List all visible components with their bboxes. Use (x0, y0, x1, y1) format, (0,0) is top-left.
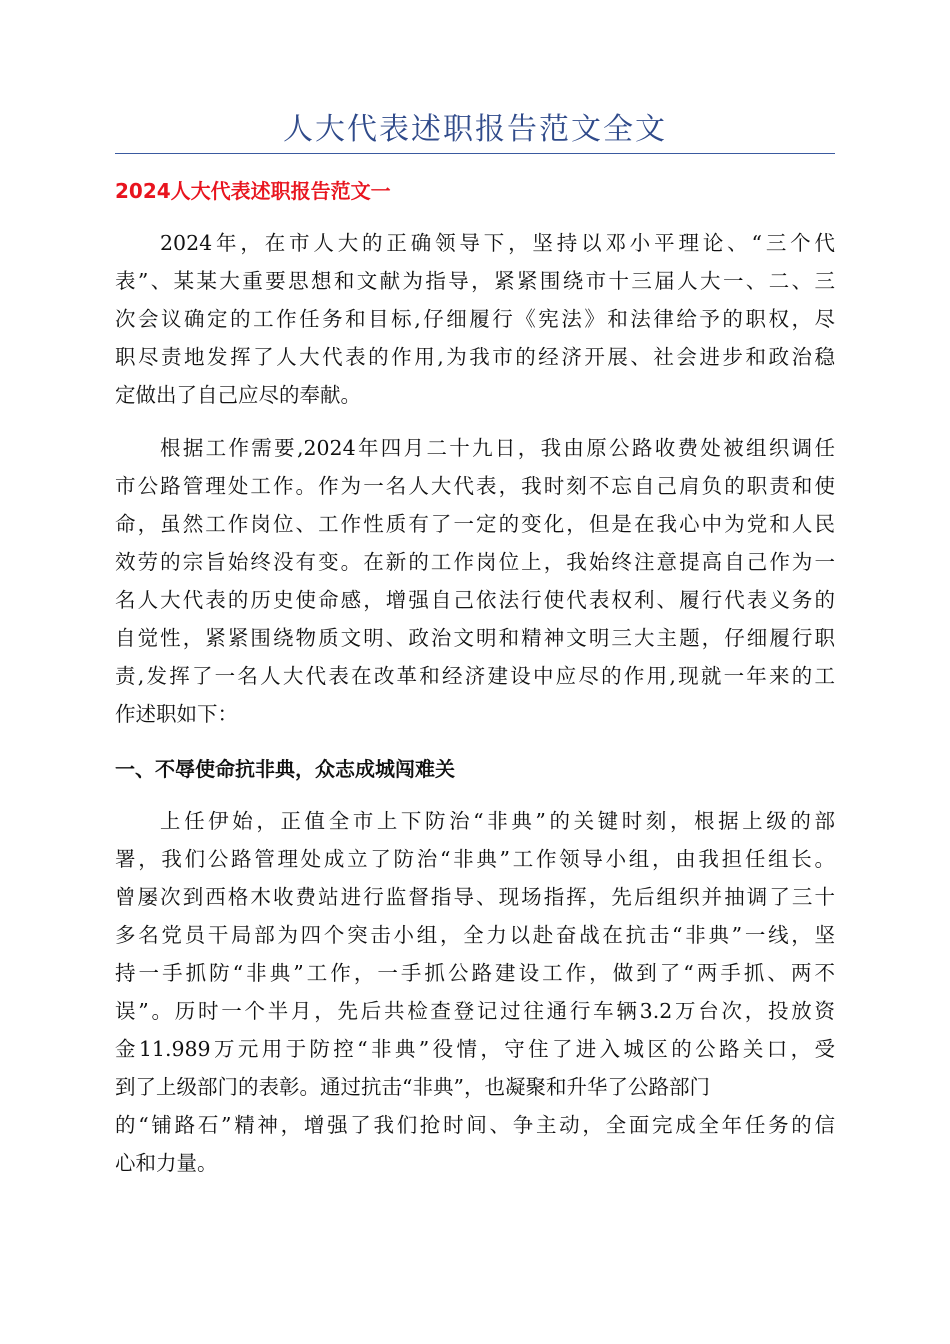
paragraph-line: 作述职如下： (115, 702, 238, 726)
paragraph-3 (115, 802, 835, 1182)
paragraph-line: 表”、某某大重要思想和文献为指导，紧紧围绕市十三届人大一、二、三 (115, 269, 835, 293)
paragraph-line: 职尽责地发挥了人大代表的作用,为我市的经济开展、社会进步和政治稳 (115, 345, 835, 369)
paragraph-line: 上任伊始，正值全市上下防治“非典”的关键时刻，根据上级的部 (160, 809, 835, 833)
paragraph-2 (115, 429, 835, 733)
paragraph-1 (115, 224, 835, 414)
paragraph-line: 署，我们公路管理处成立了防治“非典”工作领导小组，由我担任组长。 (115, 847, 835, 871)
paragraph-line: 到了上级部门的表彰。通过抗击“非典”，也凝聚和升华了公路部门 (115, 1075, 710, 1099)
paragraph-line: 效劳的宗旨始终没有变。在新的工作岗位上，我始终注意提高自己作为一 (115, 550, 835, 574)
paragraph-line: 的“铺路石”精神，增强了我们抢时间、争主动，全面完成全年任务的信 (115, 1113, 835, 1137)
paragraph-line: 持一手抓防“非典”工作，一手抓公路建设工作，做到了“两手抓、两不 (115, 961, 835, 985)
paragraph-line: 责,发挥了一名人大代表在改革和经济建设中应尽的作用,现就一年来的工 (115, 664, 835, 688)
paragraph-line: 次会议确定的工作任务和目标,仔细履行《宪法》和法律给予的职权，尽 (115, 307, 835, 331)
paragraph-line: 根据工作需要,2024年四月二十九日，我由原公路收费处被组织调任 (160, 436, 835, 460)
paragraph-line: 自觉性，紧紧围绕物质文明、政治文明和精神文明三大主题，仔细履行职 (115, 626, 835, 650)
document-title: 人大代表述职报告范文全文 (283, 112, 667, 147)
paragraph-line: 市公路管理处工作。作为一名人大代表，我时刻不忘自己肩负的职责和使 (115, 474, 835, 498)
paragraph-line: 名人大代表的历史使命感，增强自己依法行使代表权利、履行代表义务的 (115, 588, 835, 612)
paragraph-line: 命，虽然工作岗位、工作性质有了一定的变化，但是在我心中为党和人民 (115, 512, 835, 536)
paragraph-line: 金11.989万元用于防控“非典”役情，守住了进入城区的公路关口，受 (115, 1037, 835, 1061)
paragraph-line: 曾屡次到西格木收费站进行监督指导、现场指挥，先后组织并抽调了三十 (115, 885, 835, 909)
title-underline (115, 153, 835, 154)
paragraph-line: 心和力量。 (115, 1151, 218, 1175)
paragraph-line: 多名党员干局部为四个突击小组，全力以赴奋战在抗击“非典”一线，坚 (115, 923, 835, 947)
paragraph-line: 2024年，在市人大的正确领导下，坚持以邓小平理论、“三个代 (160, 231, 835, 255)
paragraph-line: 误”。历时一个半月，先后共检查登记过往通行车辆3.2万台次，投放资 (115, 999, 835, 1023)
section-heading: 2024人大代表述职报告范文一 (115, 179, 391, 203)
sub-heading: 一、不辱使命抗非典，众志成城闯难关 (115, 757, 455, 781)
paragraph-line: 定做出了自己应尽的奉献。 (115, 383, 361, 407)
